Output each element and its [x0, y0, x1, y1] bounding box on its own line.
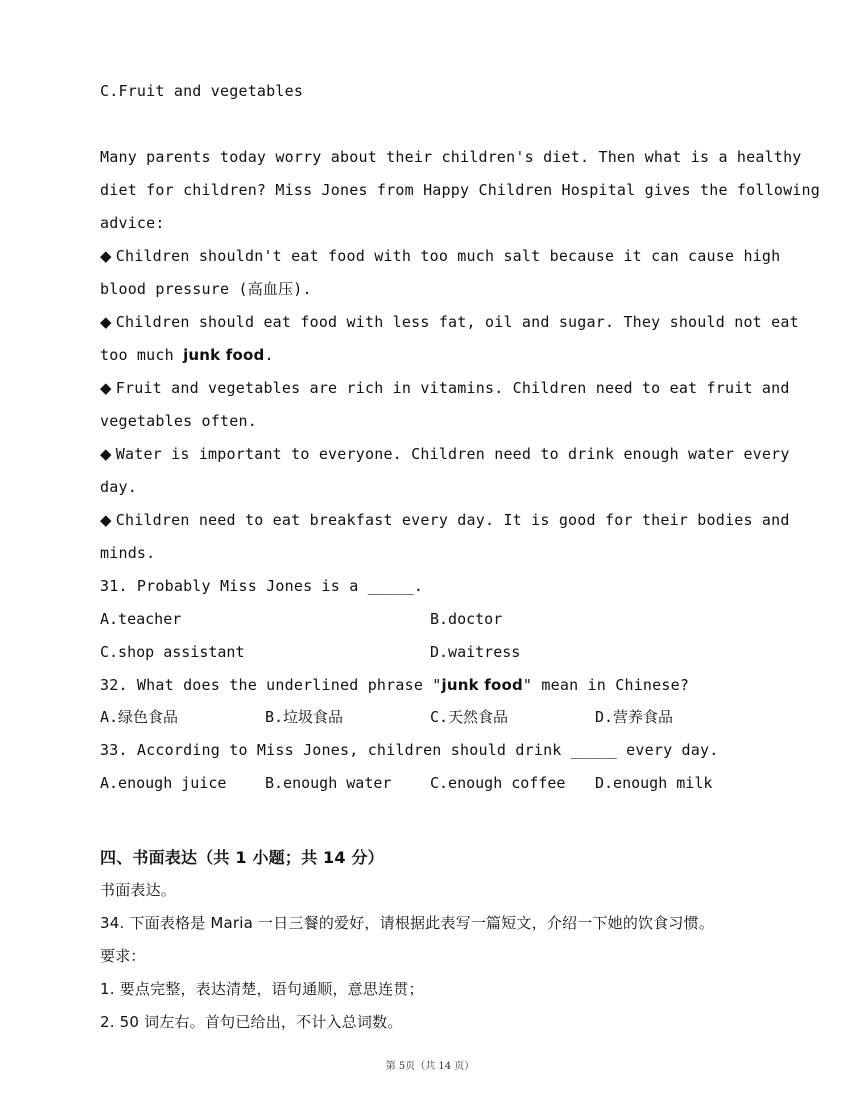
passage-intro-line-2: diet for children? Miss Jones from Happy Children Hospital gives the following — [100, 181, 820, 199]
requirement-1: 1. 要点完整，表达清楚，语句通顺，意思连贯； — [100, 980, 424, 998]
advice-bullet-2-cont: too much junk food. — [100, 346, 274, 364]
q32-option-c: C.天然食品 — [430, 708, 509, 726]
q33-option-b: B.enough water — [265, 774, 392, 792]
diamond-bullet-icon: ◆ — [100, 445, 112, 463]
question-32-options — [100, 707, 760, 727]
question-34-stem: 34. 下面表格是 Maria 一日三餐的爱好，请根据此表写一篇短文，介绍一下她的饮食习惯。 — [100, 914, 715, 932]
q31-option-d: D.waitress — [430, 643, 521, 661]
q33-option-a: A.enough juice — [100, 774, 227, 792]
advice-bullet-5-cont: minds. — [100, 544, 156, 562]
diamond-bullet-icon: ◆ — [100, 313, 112, 331]
junk-food-phrase: junk food — [183, 346, 265, 364]
question-33-options — [100, 773, 760, 793]
diamond-bullet-icon: ◆ — [100, 379, 112, 397]
question-32-stem: 32. What does the underlined phrase "junk food" mean in Chinese? — [100, 676, 690, 694]
question-31-options-row-1 — [100, 609, 760, 629]
section-4-heading: 四、书面表达（共 1 小题；共 14 分） — [100, 848, 384, 867]
q33-option-d: D.enough milk — [595, 774, 713, 792]
advice-bullet-1-cont: blood pressure (高血压). — [100, 280, 312, 298]
passage-intro-line-3: advice: — [100, 214, 165, 232]
question-31-options-row-2 — [100, 642, 760, 662]
previous-option-c: C.Fruit and vegetables — [100, 82, 304, 100]
section-4-label: 书面表达。 — [100, 881, 177, 899]
q31-option-a: A.teacher — [100, 610, 182, 628]
advice-bullet-5: ◆ Children need to eat breakfast every day. It is good for their bodies and — [100, 511, 790, 529]
diamond-bullet-icon: ◆ — [100, 247, 112, 265]
question-31-stem: 31. Probably Miss Jones is a _____. — [100, 577, 424, 595]
passage-intro-line-1: Many parents today worry about their children's diet. Then what is a healthy — [100, 148, 802, 166]
junk-food-phrase: junk food — [441, 676, 523, 694]
question-33-stem: 33. According to Miss Jones, children should drink _____ every day. — [100, 741, 719, 759]
q31-option-b: B.doctor — [430, 610, 503, 628]
advice-bullet-3-cont: vegetables often. — [100, 412, 257, 430]
q33-option-c: C.enough coffee — [430, 774, 566, 792]
advice-bullet-2: ◆ Children should eat food with less fat, oil and sugar. They should not eat — [100, 313, 799, 331]
diamond-bullet-icon: ◆ — [100, 511, 112, 529]
q32-option-d: D.营养食品 — [595, 708, 674, 726]
advice-bullet-3: ◆ Fruit and vegetables are rich in vitamins. Children need to eat fruit and — [100, 379, 790, 397]
page-footer: 第 5页（共 14 页） — [385, 1061, 475, 1072]
q32-option-b: B.垃圾食品 — [265, 708, 344, 726]
q32-option-a: A.绿色食品 — [100, 708, 179, 726]
requirement-2: 2. 50 词左右。首句已给出，不计入总词数。 — [100, 1013, 403, 1031]
advice-bullet-4: ◆ Water is important to everyone. Children need to drink enough water every — [100, 445, 790, 463]
advice-bullet-4-cont: day. — [100, 478, 137, 496]
advice-bullet-1: ◆ Children shouldn't eat food with too much salt because it can cause high — [100, 247, 781, 265]
q31-option-c: C.shop assistant — [100, 643, 245, 661]
requirements-title: 要求： — [100, 947, 146, 965]
